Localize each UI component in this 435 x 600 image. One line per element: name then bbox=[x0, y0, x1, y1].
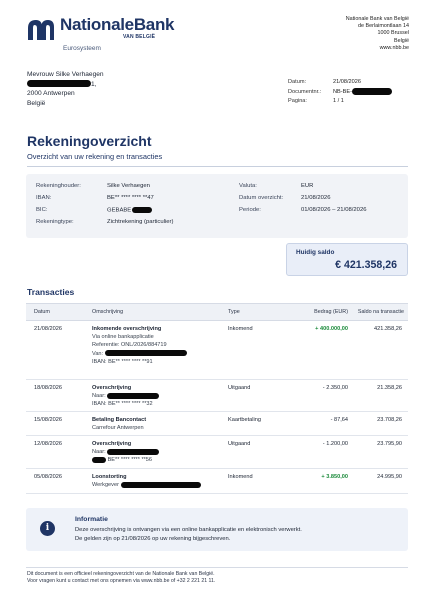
tx-date: 18/08/2026 bbox=[34, 385, 62, 391]
tx-title: Overschrijving bbox=[92, 441, 132, 447]
tx-iban bbox=[92, 456, 159, 464]
tx-iban: IBAN: BE** **** **** **91 bbox=[92, 358, 153, 365]
transactions-heading: Transacties bbox=[27, 287, 75, 297]
tx-amount: + 400.000,00 bbox=[315, 326, 348, 332]
tx-amount: + 3.850,00 bbox=[321, 474, 348, 480]
meta-page-row bbox=[288, 97, 406, 107]
meta-date-value: 21/08/2026 bbox=[333, 79, 361, 85]
table-row[interactable] bbox=[26, 321, 408, 380]
col-amount: Bedrag (EUR) bbox=[314, 309, 348, 315]
tx-counterparty bbox=[92, 392, 159, 400]
recipient-country: België bbox=[27, 99, 46, 107]
tx-type: Kaartbetaling bbox=[228, 417, 261, 423]
info-line: Deze overschrijving is ontvangen via een online bankapplicatie en elektronisch verwerkt. bbox=[75, 527, 302, 533]
page-subtitle: Overzicht van uw rekening en transacties bbox=[27, 152, 163, 161]
tx-detail: Via online bankapplicatie bbox=[92, 334, 154, 341]
meta-doc-row bbox=[288, 88, 406, 98]
bank-address bbox=[346, 16, 409, 52]
tx-description bbox=[92, 416, 146, 432]
tx-name-label: Naar: bbox=[92, 449, 106, 456]
info-icon: i bbox=[40, 521, 55, 536]
table-row[interactable] bbox=[26, 412, 408, 436]
footer-divider bbox=[26, 567, 408, 568]
tx-type: Uitgaand bbox=[228, 441, 251, 447]
tx-counterparty bbox=[92, 350, 187, 358]
tx-iban-suffix: BE** **** **** **56 bbox=[107, 457, 153, 464]
current-balance-box bbox=[286, 243, 408, 276]
tx-type: Uitgaand bbox=[228, 385, 251, 391]
meta-date-row bbox=[288, 78, 406, 88]
period-label: Periode: bbox=[239, 207, 261, 213]
tx-name-label: Naar: bbox=[92, 393, 106, 400]
footer-line: Voor vragen kunt u contact met ons opnemen via www.nbb.be of +32 2 221 21 11. bbox=[27, 578, 216, 585]
tx-date: 21/08/2026 bbox=[34, 326, 62, 332]
bank-address-line: België bbox=[394, 37, 409, 44]
tx-from-label: Van: bbox=[92, 350, 104, 357]
holder-label: Rekeninghouder: bbox=[36, 183, 81, 189]
bic-label: BIC: bbox=[36, 207, 48, 213]
bic-prefix: GEBABE bbox=[107, 207, 132, 214]
info-notice bbox=[26, 508, 408, 551]
tx-counterparty bbox=[92, 448, 159, 456]
period-value: 01/08/2026 – 21/08/2026 bbox=[301, 207, 367, 213]
meta-doc-value bbox=[333, 88, 392, 98]
col-balance: Saldo na transactie bbox=[357, 309, 404, 315]
page-title: Rekeningoverzicht bbox=[27, 133, 152, 149]
overview-date-label: Datum overzicht: bbox=[239, 195, 284, 201]
tx-title: Betaling Bancontact bbox=[92, 417, 147, 423]
redaction-bar bbox=[92, 457, 106, 463]
tx-iban: IBAN: BE** **** **** **32 bbox=[92, 401, 153, 408]
tx-type: Inkomend bbox=[228, 326, 253, 332]
footer-line: Dit document is een officieel rekeningoverzicht van de Nationale Bank van België. bbox=[27, 571, 215, 577]
title-divider bbox=[27, 166, 408, 167]
tx-date: 15/08/2026 bbox=[34, 417, 62, 423]
overview-date-value: 21/08/2026 bbox=[301, 195, 331, 201]
col-date: Datum bbox=[34, 309, 50, 315]
tx-balance: 421.358,26 bbox=[374, 326, 402, 332]
bank-address-line: Nationale Bank van België bbox=[345, 16, 409, 22]
bank-address-line: www.nbb.be bbox=[379, 44, 409, 51]
footer bbox=[27, 571, 215, 585]
tx-reference: Referentie: ONL/2026/884719 bbox=[92, 342, 167, 349]
col-type: Type bbox=[228, 309, 240, 315]
tx-amount: - 1.200,00 bbox=[322, 441, 348, 447]
tx-employer-label: Werkgever bbox=[92, 482, 119, 489]
tx-title: Loonstorting bbox=[92, 474, 127, 480]
tx-date: 05/08/2026 bbox=[34, 474, 62, 480]
currency-value: EUR bbox=[301, 183, 314, 189]
bank-address-line: 1000 Brussel bbox=[377, 30, 409, 37]
tx-description bbox=[92, 384, 159, 409]
acctype-label: Rekeningtype: bbox=[36, 219, 74, 225]
iban-value: BE** **** **** **47 bbox=[107, 195, 154, 201]
holder-value: Silke Verhaegen bbox=[107, 183, 150, 189]
tx-title: Inkomende overschrijving bbox=[92, 326, 162, 332]
tx-balance: 23.708,26 bbox=[377, 417, 402, 423]
transactions-table bbox=[26, 303, 408, 494]
table-header bbox=[26, 303, 408, 321]
meta-page-value: 1 / 1 bbox=[333, 98, 344, 104]
tx-employer bbox=[92, 481, 201, 489]
tx-title: Overschrijving bbox=[92, 385, 132, 391]
currency-label: Valuta: bbox=[239, 183, 257, 189]
bank-logo-name: NationaleBank bbox=[60, 15, 175, 34]
account-details-panel bbox=[26, 174, 408, 238]
tx-balance: 23.795,90 bbox=[377, 441, 402, 447]
recipient-street bbox=[27, 80, 104, 90]
redaction-bar bbox=[121, 482, 201, 488]
bank-logo-icon bbox=[26, 18, 56, 40]
tx-amount: - 87,64 bbox=[330, 417, 348, 423]
balance-value: € 421.358,26 bbox=[335, 259, 397, 271]
info-text bbox=[75, 526, 302, 544]
col-description: Omschrijving bbox=[92, 309, 124, 315]
tx-merchant: Carrefour Antwerpen bbox=[92, 425, 144, 432]
document-meta bbox=[288, 78, 406, 107]
redaction-bar bbox=[105, 350, 187, 356]
meta-page-label: Pagina: bbox=[288, 98, 307, 104]
info-title: Informatie bbox=[75, 516, 108, 523]
redaction-bar bbox=[132, 207, 152, 213]
redaction-bar bbox=[107, 393, 159, 399]
recipient-name: Mevrouw Silke Verhaegen bbox=[27, 71, 104, 78]
tx-description bbox=[92, 325, 187, 366]
table-row[interactable] bbox=[26, 436, 408, 469]
bank-logo-tagline: Eurosysteem bbox=[63, 45, 101, 52]
redaction-bar bbox=[107, 449, 159, 455]
recipient-city: 2000 Antwerpen bbox=[27, 90, 75, 98]
redaction-bar bbox=[352, 88, 392, 95]
tx-type: Inkomend bbox=[228, 474, 253, 480]
balance-label: Huidig saldo bbox=[296, 249, 335, 256]
recipient-address bbox=[27, 70, 104, 108]
bank-logo-sub: VAN BELGIË bbox=[123, 34, 156, 40]
tx-balance: 24.995,90 bbox=[377, 474, 402, 480]
table-row[interactable] bbox=[26, 380, 408, 412]
tx-description bbox=[92, 440, 159, 465]
meta-doc-prefix: NB-BE- bbox=[333, 88, 352, 95]
tx-balance: 21.358,26 bbox=[377, 385, 402, 391]
meta-doc-label: Documentnr.: bbox=[288, 88, 322, 95]
iban-label: IBAN: bbox=[36, 195, 52, 201]
tx-description bbox=[92, 473, 201, 489]
meta-date-label: Datum: bbox=[288, 79, 307, 85]
redaction-bar bbox=[27, 80, 91, 87]
tx-date: 12/08/2026 bbox=[34, 441, 62, 447]
bic-value bbox=[107, 207, 152, 214]
info-line: De gelden zijn op 21/08/2026 op uw rekening bijgeschreven. bbox=[75, 535, 231, 542]
acctype-value: Zichtrekening (particulier) bbox=[107, 219, 174, 225]
recipient-street-suffix: 1, bbox=[91, 80, 97, 88]
tx-amount: - 2.350,00 bbox=[322, 385, 348, 391]
table-row[interactable] bbox=[26, 469, 408, 494]
bank-address-line: de Berlaimontlaan 14 bbox=[358, 23, 409, 30]
